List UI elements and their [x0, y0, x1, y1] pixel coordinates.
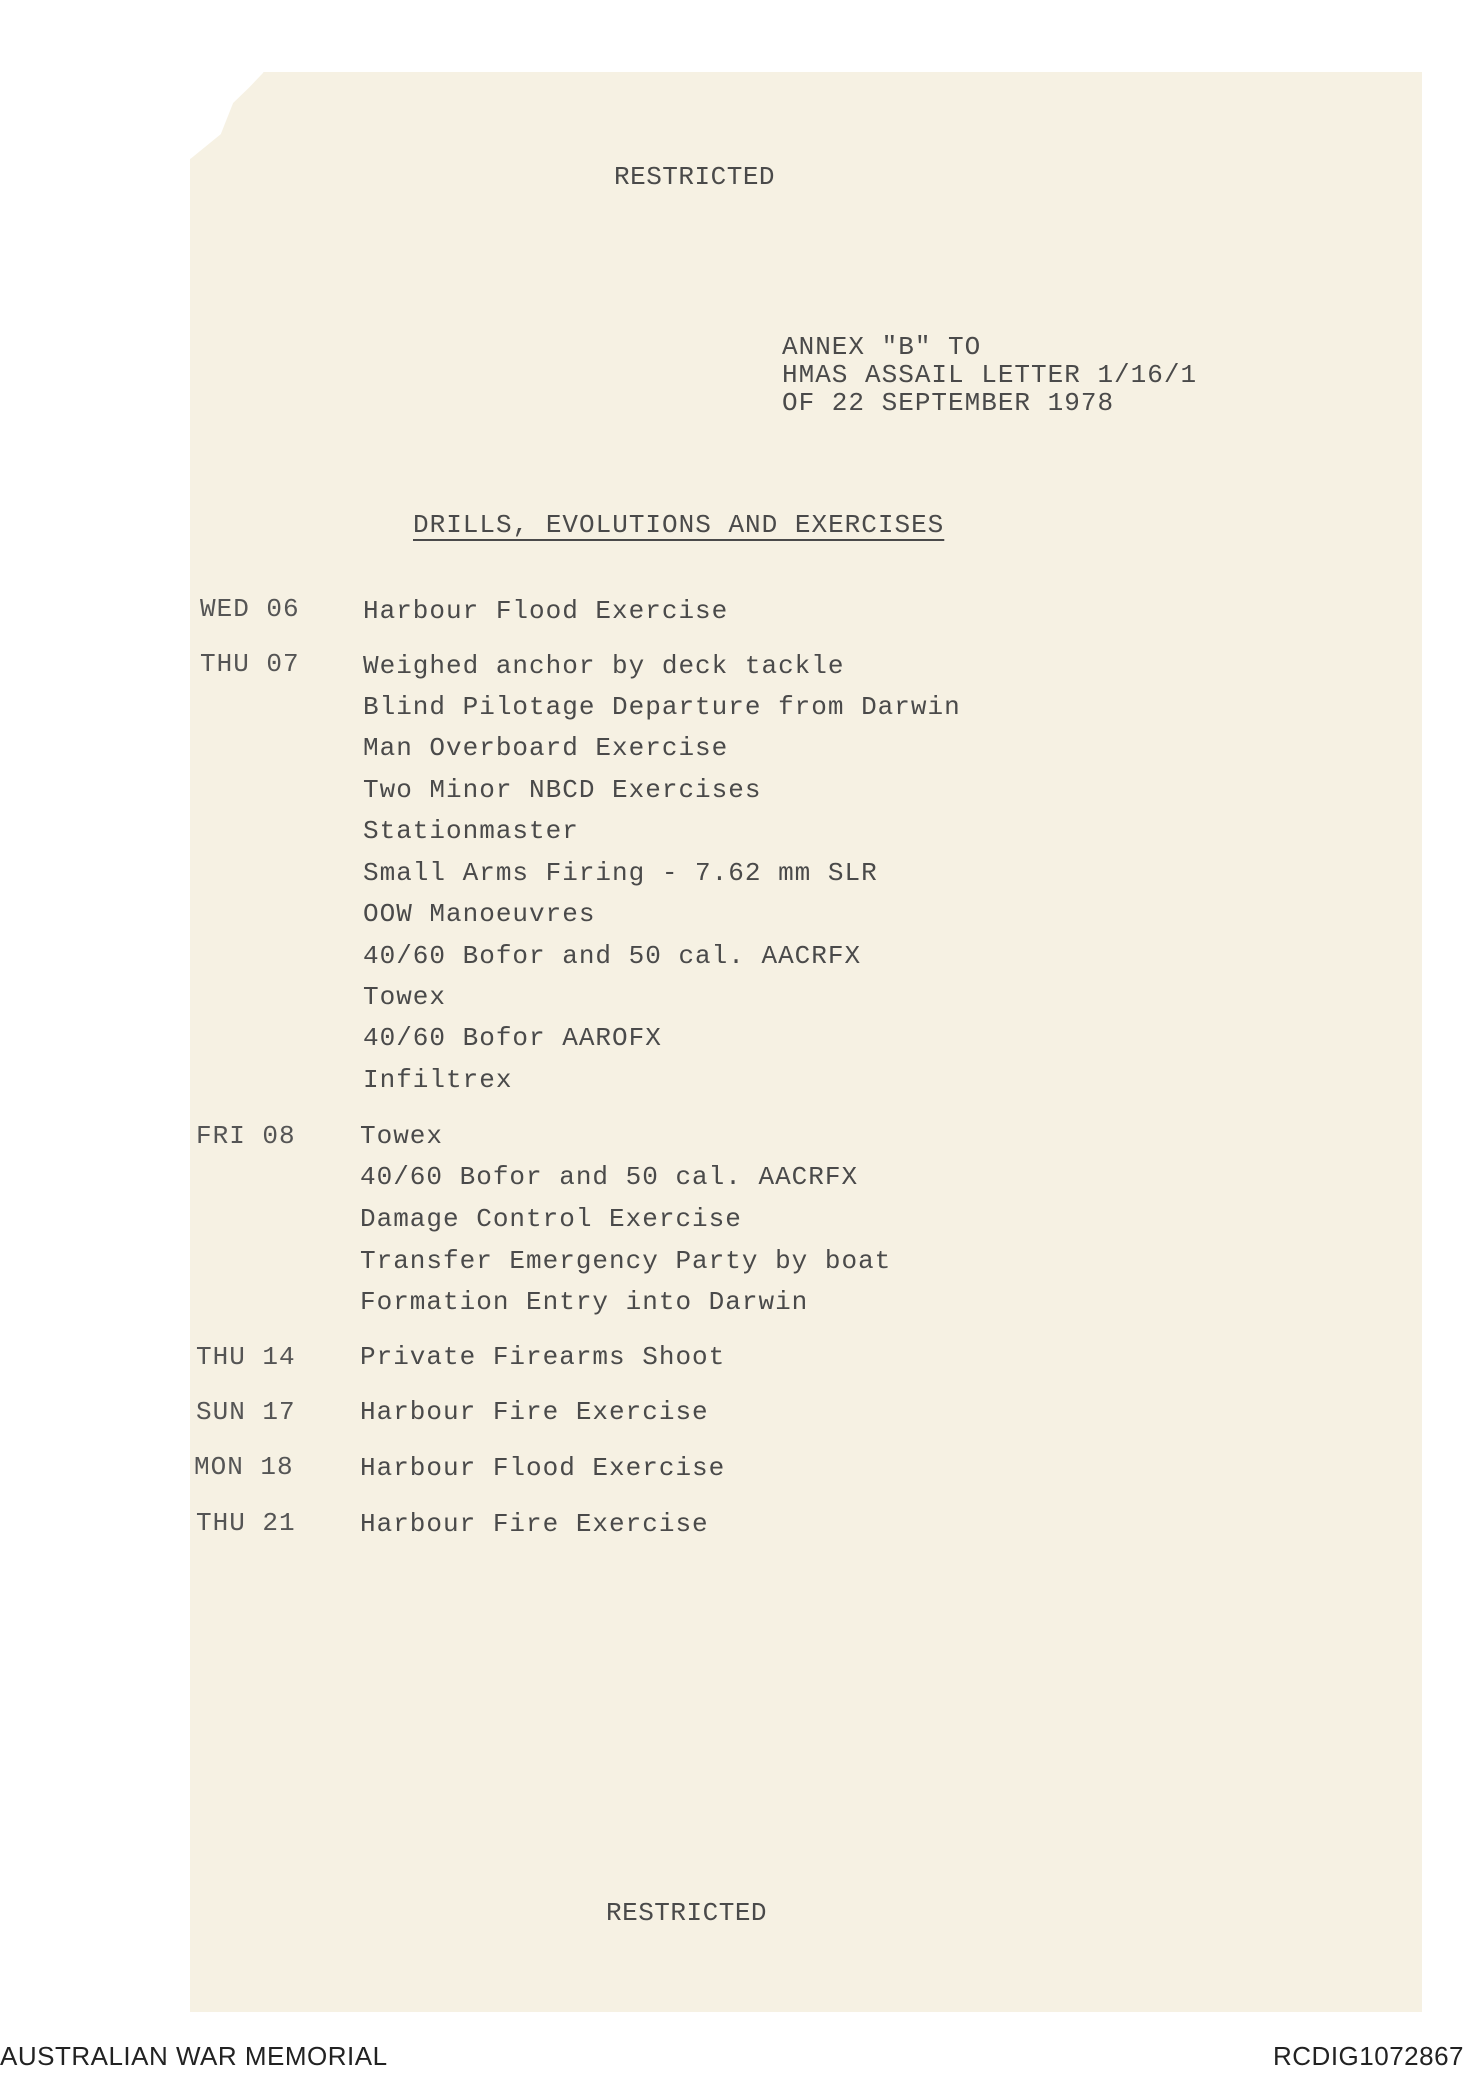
- classification-bottom: RESTRICTED: [606, 1898, 768, 1928]
- schedule-item: Towex: [363, 982, 447, 1012]
- schedule-item: Small Arms Firing - 7.62 mm SLR: [363, 858, 878, 888]
- schedule-item: Private Firearms Shoot: [360, 1342, 726, 1372]
- schedule-day: THU 14: [196, 1342, 296, 1372]
- archive-id: RCDIG1072867: [1273, 2041, 1464, 2071]
- schedule-item: Towex: [360, 1121, 444, 1151]
- schedule-item: Formation Entry into Darwin: [360, 1287, 809, 1317]
- archive-credit: AUSTRALIAN WAR MEMORIAL: [0, 2041, 388, 2071]
- schedule-item: Blind Pilotage Departure from Darwin: [363, 692, 961, 722]
- reference-line-2: HMAS ASSAIL LETTER 1/16/1: [782, 360, 1198, 390]
- schedule-item: Harbour Fire Exercise: [360, 1397, 709, 1427]
- schedule-item: Harbour Flood Exercise: [360, 1453, 726, 1483]
- schedule-item: Harbour Fire Exercise: [360, 1509, 709, 1539]
- schedule-item: Damage Control Exercise: [360, 1204, 742, 1234]
- classification-top: RESTRICTED: [614, 162, 776, 192]
- schedule-item: 40/60 Bofor and 50 cal. AACRFX: [363, 941, 862, 971]
- schedule-day: MON 18: [194, 1452, 294, 1482]
- schedule-item: Two Minor NBCD Exercises: [363, 775, 762, 805]
- reference-line-3: OF 22 SEPTEMBER 1978: [782, 388, 1115, 418]
- schedule-item: 40/60 Bofor and 50 cal. AACRFX: [360, 1162, 859, 1192]
- schedule-item: Stationmaster: [363, 816, 579, 846]
- schedule-day: SUN 17: [196, 1397, 296, 1427]
- document-title: DRILLS, EVOLUTIONS AND EXERCISES: [413, 510, 945, 540]
- schedule-item: 40/60 Bofor AAROFX: [363, 1023, 662, 1053]
- schedule-item: Weighed anchor by deck tackle: [363, 651, 845, 681]
- schedule-item: Harbour Flood Exercise: [363, 596, 729, 626]
- schedule-day: FRI 08: [196, 1121, 296, 1151]
- schedule-day: THU 07: [200, 649, 300, 679]
- schedule-day: THU 21: [196, 1508, 296, 1538]
- reference-line-1: ANNEX "B" TO: [782, 332, 982, 362]
- schedule-item: Man Overboard Exercise: [363, 733, 729, 763]
- schedule-day: WED 06: [200, 594, 300, 624]
- schedule-item: Infiltrex: [363, 1065, 513, 1095]
- schedule-item: OOW Manoeuvres: [363, 899, 596, 929]
- schedule-item: Transfer Emergency Party by boat: [360, 1246, 892, 1276]
